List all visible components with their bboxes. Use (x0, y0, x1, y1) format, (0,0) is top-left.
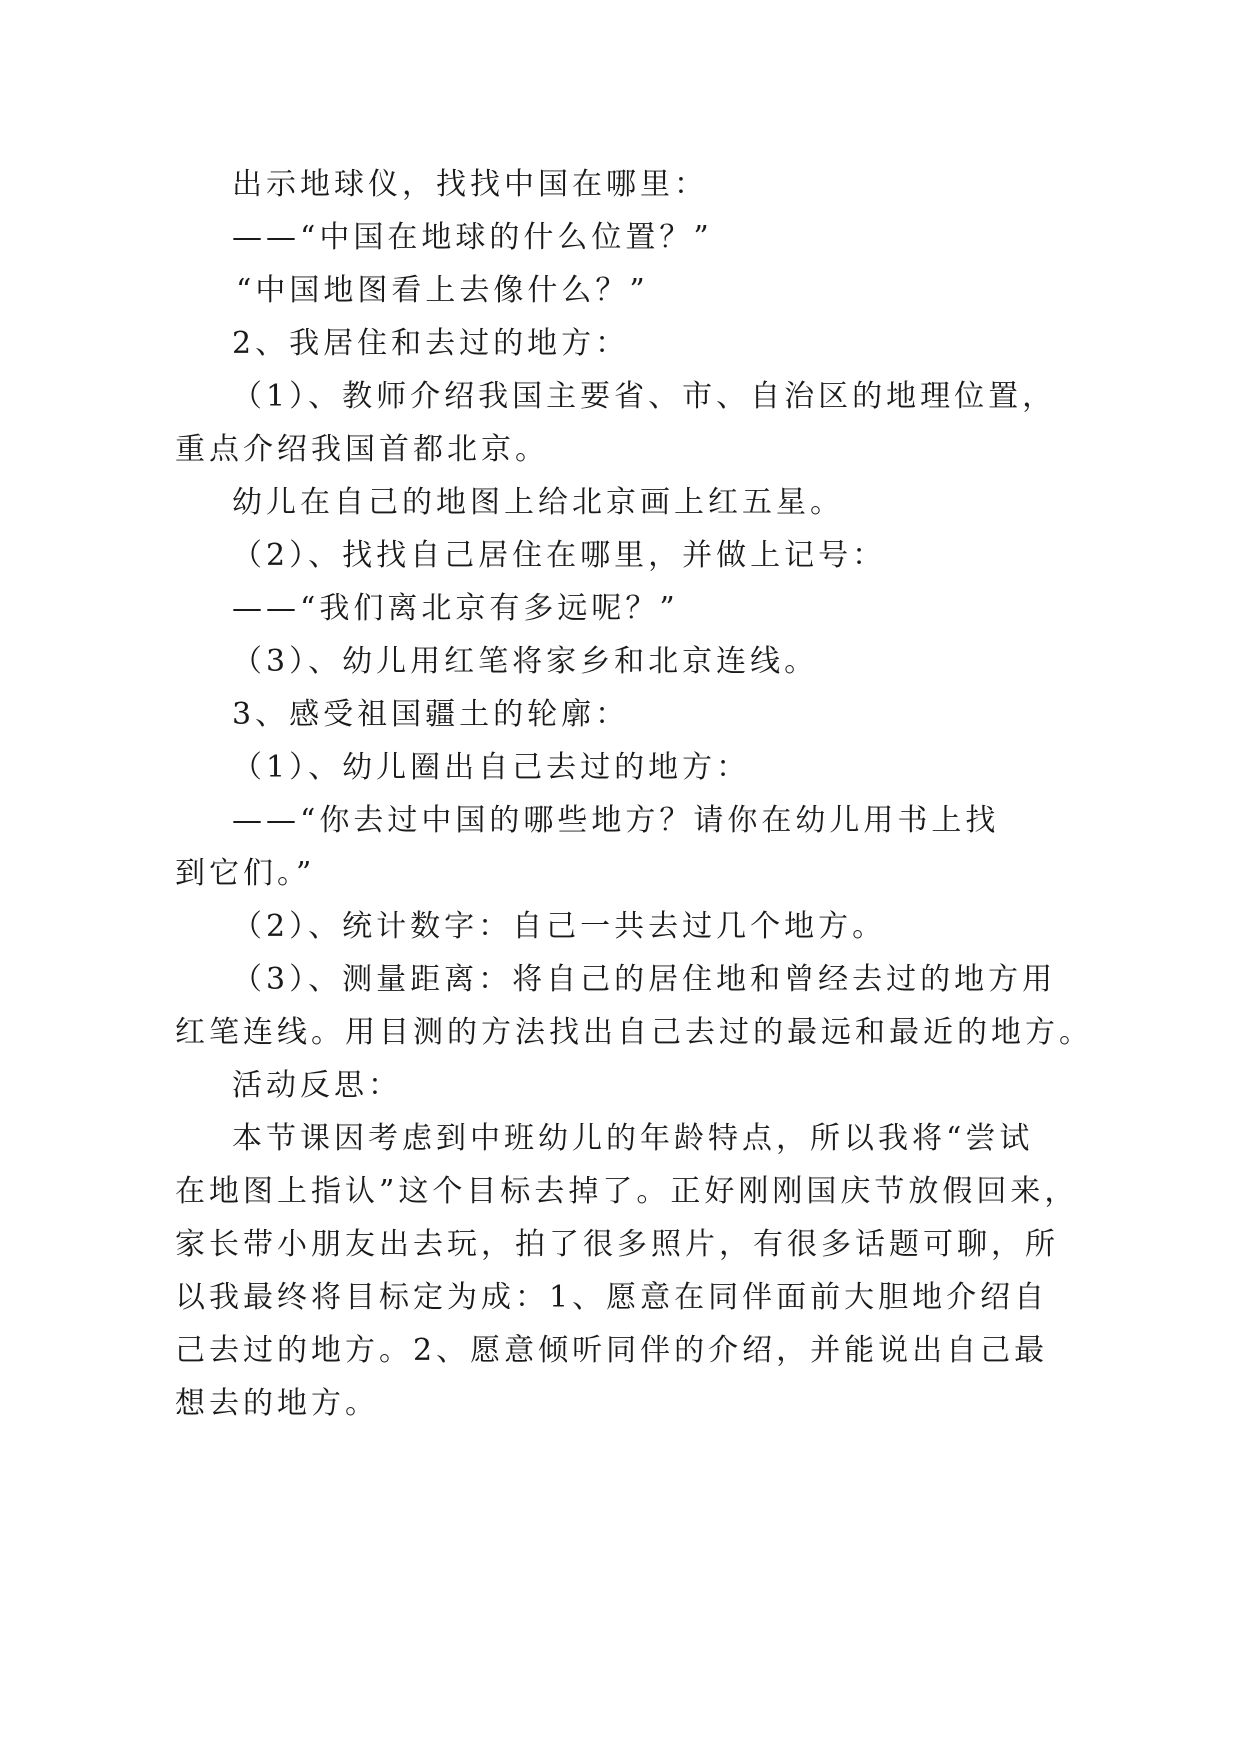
text-line-14: 到它们。” (175, 856, 316, 891)
text-line-16: （3）、测量距离：将自己的居住地和曾经去过的地方用 (232, 962, 1057, 997)
text-line-9: ——“我们离北京有多远呢？” (232, 591, 679, 626)
section-heading-2: 2、我居住和去过的地方： (232, 326, 630, 361)
text-line-10: （3）、幼儿用红笔将家乡和北京连线。 (232, 644, 819, 679)
text-line-17: 红笔连线。用目测的方法找出自己去过的最远和最近的地方。 (175, 1015, 1093, 1050)
reflection-heading: 活动反思： (232, 1068, 402, 1103)
text-line-6: 重点介绍我国首都北京。 (175, 432, 549, 467)
section-heading-3: 3、感受祖国疆土的轮廓： (232, 697, 630, 732)
text-line-2: ——“中国在地球的什么位置？” (232, 220, 713, 255)
text-line-3: “中国地图看上去像什么？” (236, 273, 649, 308)
text-line-8: （2）、找找自己居住在哪里，并做上记号： (232, 538, 887, 573)
reflection-line-4: 以我最终将目标定为成：1、愿意在同伴面前大胆地介绍自 (175, 1280, 1049, 1315)
text-line-5: （1）、教师介绍我国主要省、市、自治区的地理位置， (232, 379, 1057, 414)
reflection-line-3: 家长带小朋友出去玩，拍了很多照片，有很多话题可聊，所 (175, 1227, 1059, 1262)
reflection-line-5: 己去过的地方。2、愿意倾听同伴的介绍，并能说出自己最 (175, 1333, 1049, 1368)
reflection-line-6: 想去的地方。 (175, 1386, 379, 1421)
reflection-line-2: 在地图上指认”这个目标去掉了。正好刚刚国庆节放假回来， (175, 1174, 1079, 1209)
text-line-13: ——“你去过中国的哪些地方？请你在幼儿用书上找 (232, 803, 1000, 838)
text-line-15: （2）、统计数字：自己一共去过几个地方。 (232, 909, 887, 944)
text-line-7: 幼儿在自己的地图上给北京画上红五星。 (232, 485, 844, 520)
reflection-line-1: 本节课因考虑到中班幼儿的年龄特点，所以我将“尝试 (232, 1121, 1034, 1156)
text-line-1: 出示地球仪，找找中国在哪里： (232, 167, 708, 202)
text-line-12: （1）、幼儿圈出自己去过的地方： (232, 750, 751, 785)
